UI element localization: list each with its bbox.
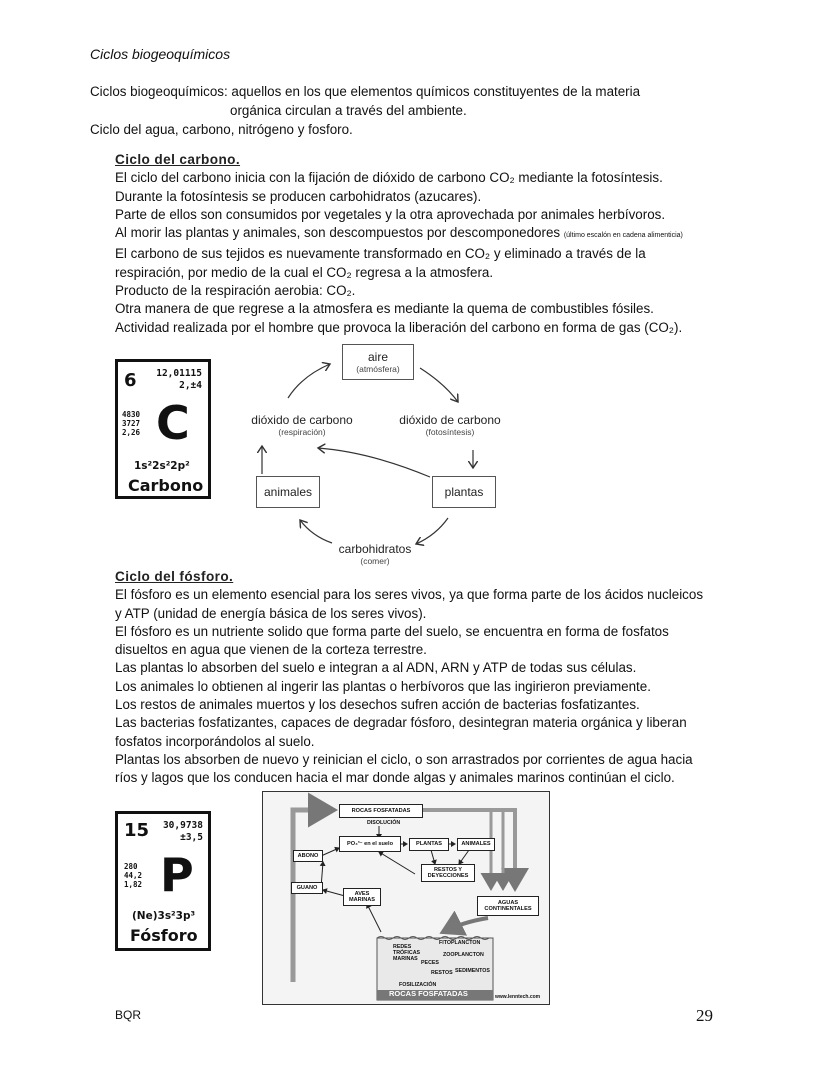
co2-right-text: dióxido de carbono xyxy=(399,413,501,427)
carbon-cycle-diagram xyxy=(240,340,520,572)
restos-to-po4 xyxy=(379,852,415,874)
loop-arrow-left xyxy=(293,810,333,982)
carbon-element-card xyxy=(115,359,211,499)
carbon-line: Actividad realizada por el hombre que provoca la liberación del carbono en forma de gas (CO₂). xyxy=(115,319,683,335)
co2-respiracion-label xyxy=(242,413,362,437)
carbon-oxidation: 2,±4 xyxy=(179,380,202,391)
disolucion-label: DISOLUCIÓN xyxy=(367,820,401,826)
phosphorus-line: ríos y lagos que los conducen hacia el mar donde algas y animales marinos continúan el ciclo. xyxy=(115,770,675,786)
aguas-to-sea-arrow xyxy=(443,918,488,932)
carbon-line: respiración, por medio de la cual el CO₂ regresa a la atmosfera. xyxy=(115,264,494,280)
co2-fotosintesis-label xyxy=(390,413,510,437)
restos-box: RESTOS Y DEYECCIONES xyxy=(421,864,475,882)
carbon-mass-block xyxy=(156,368,202,392)
footer-author: BQR xyxy=(115,1008,142,1022)
page-number: 29 xyxy=(696,1006,713,1025)
rocas-fosfatadas-bottom: ROCAS FOSFATADAS xyxy=(389,989,468,998)
carbon-line: Durante la fotosíntesis se producen carbohidratos (azucares). xyxy=(115,188,482,204)
carbon-heading: Ciclo del carbono. xyxy=(115,152,241,167)
carbon-prop: 3727 xyxy=(122,419,141,428)
intro-line-3: Ciclo del agua, carbono, nitrógeno y fosforo. xyxy=(90,122,353,137)
phosphorus-line: Plantas los absorben de nuevo y reinician el ciclo, o son arrastrados por corrientes de agua hacia xyxy=(115,751,693,767)
phosphorus-prop: 44,2 xyxy=(124,871,143,880)
carbon-note: (último escalón en cadena alimenticia) xyxy=(563,232,683,240)
carbon-prop: 2,26 xyxy=(122,428,141,437)
redes-label: REDES TRÓFICAS MARINAS xyxy=(393,944,421,962)
phosphorus-props xyxy=(124,862,142,889)
phosphorus-line: Las plantas lo absorben del suelo e integran a al ADN, ARN y ATP de todas sus células. xyxy=(115,660,637,676)
phosphorus-atomic-number: 15 xyxy=(124,820,150,841)
aves-to-guano xyxy=(323,890,345,896)
sedimentos-label: SEDIMENTOS xyxy=(455,968,490,974)
page-header-title: Ciclos biogeoquímicos xyxy=(90,46,231,62)
arrow-plantas-to-co2 xyxy=(318,448,430,477)
carbon-line: El carbono de sus tejidos es nuevamente transformado en CO₂ y eliminado a través de la xyxy=(115,246,646,262)
intro-line-1: Ciclos biogeoquímicos: aquellos en los que elementos químicos constituyentes de la materia xyxy=(90,84,641,99)
phosphorus-oxidation: ±3,5 xyxy=(180,832,203,843)
phosphorus-mass-block xyxy=(163,820,203,844)
phosphorus-element-card xyxy=(115,811,211,951)
animales-box xyxy=(256,476,320,508)
aves-box: AVES MARINAS xyxy=(343,888,381,906)
carbon-config: 1s²2s²2p² xyxy=(134,460,190,472)
phosphorus-prop: 280 xyxy=(124,862,138,871)
phosphorus-prop: 1,82 xyxy=(124,880,143,889)
phosphorus-line: Las bacterias fosfatizantes, capaces de degradar fósforo, desintegran materia orgánica y liberan xyxy=(115,715,687,731)
phosphorus-line: Los animales lo obtienen al ingerir las plantas o herbívoros que las ingirieron previamente. xyxy=(115,678,651,694)
arrow-carbo-to-animales xyxy=(300,520,332,543)
phosphorus-section xyxy=(115,568,755,788)
plantas-label: plantas xyxy=(444,485,484,499)
aire-box xyxy=(342,344,414,380)
restos-marinos-label: RESTOS xyxy=(431,970,453,976)
plantas-box xyxy=(432,476,496,508)
abono-box: ABONO xyxy=(293,850,323,862)
phosphorus-line: fosfatos incorporándolos al suelo. xyxy=(115,733,315,749)
sea-to-aves xyxy=(367,904,381,932)
carbohidratos-text: carbohidratos xyxy=(338,542,412,556)
carbon-line xyxy=(115,224,755,245)
animales-label: animales xyxy=(263,485,313,499)
phosphorus-name: Fósforo xyxy=(130,926,198,945)
carbon-section xyxy=(115,151,755,337)
carbon-line: El ciclo del carbono inicia con la fijación de dióxido de carbono CO₂ mediante la fotosíntesis. xyxy=(115,170,663,186)
co2-left-sub: (respiración) xyxy=(278,427,326,437)
co2-left-text: dióxido de carbono xyxy=(251,413,353,427)
phosphorus-line: El fósforo es un nutriente solido que forma parte del suelo, se encuentra en forma de fosfatos xyxy=(115,623,669,639)
carbohidratos-label xyxy=(320,542,430,566)
carbon-line: Otra manera de que regrese a la atmosfera es mediante la quema de combustibles fósiles. xyxy=(115,301,654,317)
peces-label: PECES xyxy=(421,960,439,966)
phosphorus-line: disueltos en agua que vienen de la corteza terrestre. xyxy=(115,642,427,658)
carbon-symbol: C xyxy=(156,396,190,450)
po4-box: PO₄³⁻ en el suelo xyxy=(339,836,401,852)
plantas-to-restos xyxy=(431,850,435,864)
rocas-fosfatadas-top: ROCAS FOSFATADAS xyxy=(339,804,423,818)
arrow-to-aire xyxy=(288,364,330,398)
carbon-name: Carbono xyxy=(128,476,204,495)
phosphorus-heading: Ciclo del fósforo. xyxy=(115,569,234,584)
fitoplancton-label: FITOPLANCTON xyxy=(439,940,481,946)
animales-to-restos xyxy=(459,850,469,864)
carbon-line-text: Al morir las plantas y animales, son descompuestos por descomponedores xyxy=(115,225,561,241)
phosphorus-config: (Ne)3s²3p³ xyxy=(132,910,196,922)
carbohidratos-sub: (comer) xyxy=(360,556,390,566)
carbon-atomic-mass: 12,01115 xyxy=(156,368,202,379)
carbon-props xyxy=(122,410,140,437)
guano-box: GUANO xyxy=(291,882,323,894)
aguas-box: AGUAS CONTINENTALES xyxy=(477,896,539,916)
co2-right-sub: (fotosíntesis) xyxy=(425,427,475,437)
phosphorus-atomic-mass: 30,9738 xyxy=(162,820,203,831)
animales-box-p: ANIMALES xyxy=(457,838,495,851)
phosphorus-line: y ATP (unidad de energía básica de los seres vivos). xyxy=(115,605,427,621)
carbon-line: Producto de la respiración aerobia: CO₂. xyxy=(115,283,356,299)
arrow-from-aire xyxy=(420,368,458,402)
carbon-line: Parte de ellos son consumidos por vegetales y la otra aprovechada por animales herbívoros. xyxy=(115,206,666,222)
zooplancton-label: ZOOPLANCTON xyxy=(443,952,484,958)
plantas-box-p: PLANTAS xyxy=(409,838,449,851)
abono-arrow xyxy=(321,848,339,856)
intro-line-2: orgánica circulan a través del ambiente. xyxy=(230,103,467,118)
arrow-plantas-to-carbo xyxy=(416,518,448,544)
phosphorus-line: Los restos de animales muertos y los desechos sufren acción de bacterias fosfatizantes. xyxy=(115,697,640,713)
phosphorus-symbol: P xyxy=(160,848,194,902)
aire-label: aire xyxy=(367,350,388,364)
phosphorus-line: El fósforo es un elemento esencial para los seres vivos, ya que forma parte de los ácidos nucleicos xyxy=(115,587,704,603)
source-url: www.lenntech.com xyxy=(495,994,541,1000)
aire-sublabel: (atmósfera) xyxy=(356,364,400,374)
carbon-atomic-number: 6 xyxy=(124,370,137,391)
phosphorus-cycle-diagram xyxy=(262,791,550,1005)
carbon-prop: 4830 xyxy=(122,410,141,419)
intro-block xyxy=(90,82,750,139)
fosilizacion-label: FOSILIZACIÓN xyxy=(399,982,437,988)
